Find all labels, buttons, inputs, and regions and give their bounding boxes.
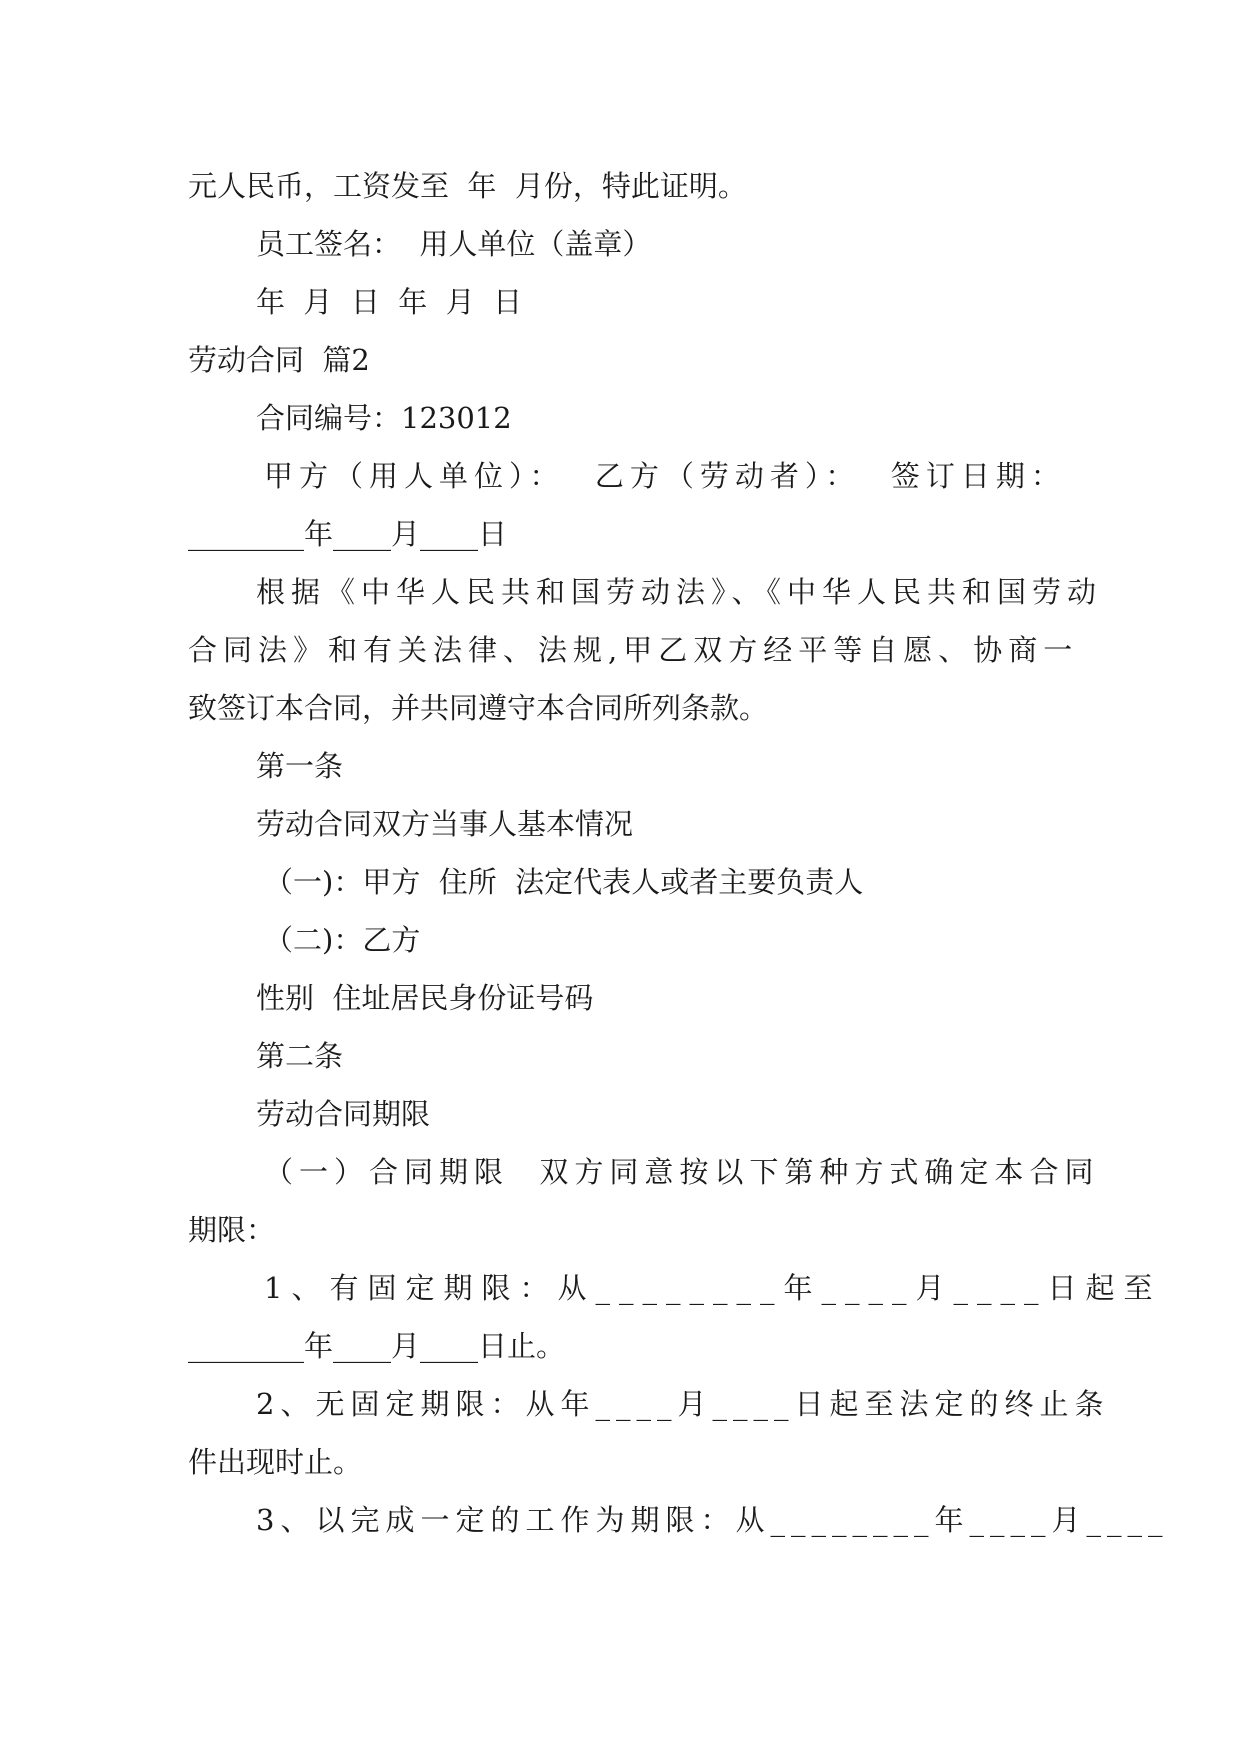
- text-line-open-term-end: 件出现时止。: [188, 1445, 363, 1479]
- article-heading-2: 第二条: [256, 1039, 344, 1073]
- text-line-open-term: 2、无固定期限：从年____月____日起至法定的终止条: [256, 1387, 1110, 1421]
- section-title-contract-2: 劳动合同 篇2: [188, 343, 370, 377]
- text-line-party-a: （一)：甲方 住所 法定代表人或者主要负责人: [264, 865, 864, 899]
- text-line-term-method: （一）合同期限 双方同意按以下第种方式确定本合同: [264, 1155, 1100, 1189]
- text-line-parties-info: 劳动合同双方当事人基本情况: [256, 807, 634, 841]
- text-line-contract-number: 合同编号：123012: [256, 401, 512, 435]
- text-line-sign-date: ________年____月____日: [188, 517, 508, 551]
- text-line-salary-proof: 元人民币，工资发至 年 月份，特此证明。: [188, 169, 747, 203]
- text-line-fixed-term: 1、有固定期限：从________年____月____日起至: [264, 1271, 1162, 1305]
- text-line-party-b: （二)：乙方: [264, 923, 421, 957]
- text-line-task-term: 3、以完成一定的工作为期限：从________年____月____: [256, 1503, 1169, 1537]
- text-line-term-label: 期限：: [188, 1213, 276, 1247]
- text-line-fixed-term-end: ________年____月____日止。: [188, 1329, 566, 1363]
- text-line-contract-term: 劳动合同期限: [256, 1097, 431, 1131]
- text-line-party-b-details: 性别 住址居民身份证号码: [256, 981, 594, 1015]
- text-line-preamble-1: 根据《中华人民共和国劳动法》、《中华人民共和国劳动: [256, 575, 1103, 609]
- article-heading-1: 第一条: [256, 749, 344, 783]
- text-line-signatures: 员工签名： 用人单位（盖章）: [256, 227, 652, 261]
- text-line-parties: 甲方（用人单位）： 乙方（劳动者）： 签订日期：: [264, 459, 1066, 493]
- text-line-preamble-3: 致签订本合同，并共同遵守本合同所列条款。: [188, 691, 769, 725]
- text-line-preamble-2: 合同法》和有关法律、法规,甲乙双方经平等自愿、协商一: [188, 633, 1079, 667]
- text-line-dates: 年 月 日 年 月 日: [256, 285, 523, 319]
